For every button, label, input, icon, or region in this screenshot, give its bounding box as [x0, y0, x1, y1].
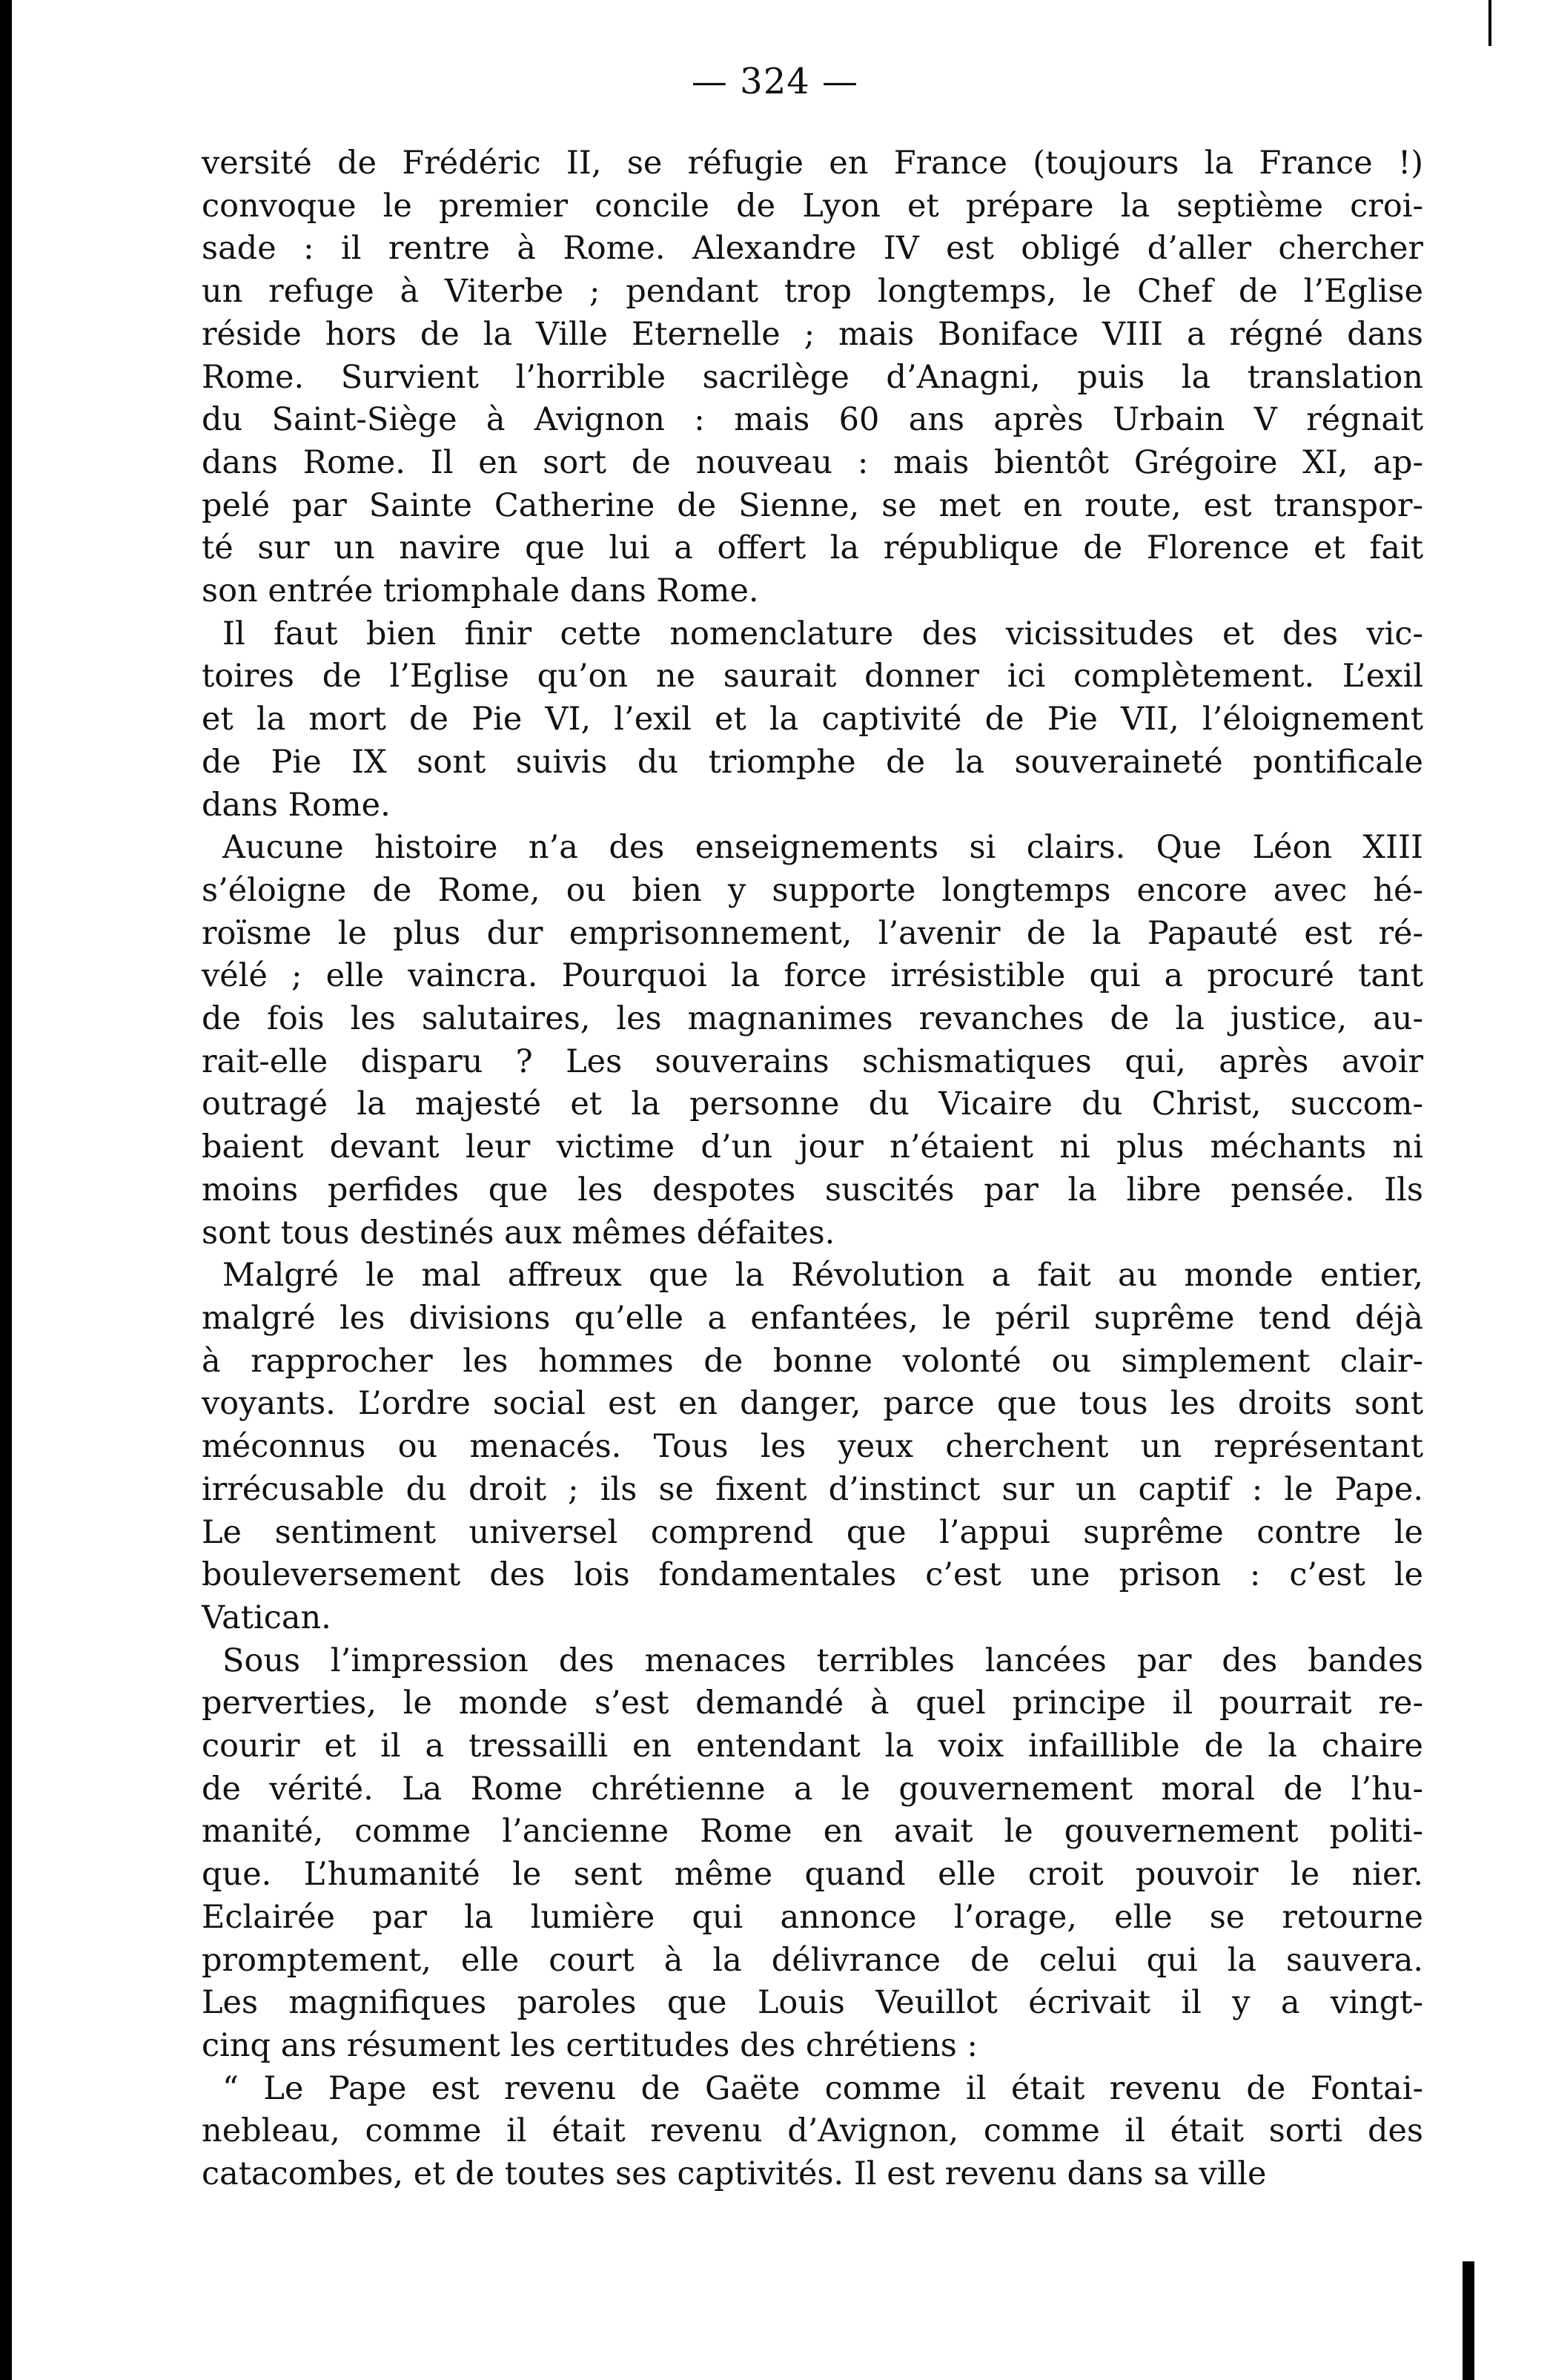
paragraph: [202, 2068, 1423, 2196]
text-line: pelé par Sainte Catherine de Sienne, se met en route, est transpor-: [202, 486, 1423, 524]
text-line: de Pie IX sont suivis du triomphe de la souveraineté pontificale: [202, 743, 1423, 781]
text-line: Rome. Survient l’horrible sacrilège d’Anagni, puis la translation: [202, 358, 1423, 396]
text-line: roïsme le plus dur emprisonnement, l’avenir de la Papauté est ré-: [202, 914, 1423, 952]
paragraph: [202, 613, 1423, 827]
text-line: que. L’humanité le sent même quand elle croit pouvoir le nier.: [202, 1856, 1423, 1894]
text-line: catacombes, et de toutes ses captivités. Il est revenu dans sa ville: [202, 2155, 1267, 2193]
text-line: té sur un navire que lui a offert la république de Florence et fait: [202, 529, 1423, 567]
text-line: courir et il a tressailli en entendant la voix infaillible de la chaire: [202, 1728, 1423, 1765]
text-line: de vérité. La Rome chrétienne a le gouvernement moral de l’hu-: [202, 1770, 1423, 1808]
paragraph: [202, 142, 1423, 613]
text-line: versité de Frédéric II, se réfugie en France (toujours la France !): [202, 145, 1423, 182]
text-line: rait-elle disparu ? Les souverains schismatiques qui, après avoir: [202, 1042, 1423, 1080]
page-number: — 324 —: [691, 61, 859, 102]
text-line: Il faut bien finir cette nomenclature des vicissitudes et des vic-: [222, 615, 1423, 652]
text-line: dans Rome. Il en sort de nouveau : mais bientôt Grégoire XI, ap-: [202, 443, 1423, 481]
scan-speck: [1488, 0, 1491, 46]
page-body: [202, 142, 1423, 2196]
text-line: “ Le Pape est revenu de Gaëte comme il était revenu de Fontai-: [222, 2069, 1423, 2107]
paragraph: [202, 1255, 1423, 1639]
text-line: Eclairée par la lumière qui annonce l’orage, elle se retourne: [202, 1898, 1423, 1936]
text-line: son entrée triomphale dans Rome.: [202, 572, 759, 610]
text-line: méconnus ou menacés. Tous les yeux cherchent un représentant: [202, 1428, 1423, 1466]
scan-left-border: [0, 0, 12, 2380]
text-line: moins perfides que les despotes suscités par la libre pensée. Ils: [202, 1171, 1423, 1209]
text-line: cinq ans résument les certitudes des chrétiens :: [202, 2026, 978, 2064]
text-line: de fois les salutaires, les magnanimes revanches de la justice, au-: [202, 1000, 1423, 1038]
scan-speck: [1463, 2261, 1474, 2380]
text-line: Les magnifiques paroles que Louis Veuillot écrivait il y a vingt-: [202, 1984, 1423, 2022]
text-line: perverties, le monde s’est demandé à quel principe il pourrait re-: [202, 1685, 1423, 1722]
text-line: Malgré le mal affreux que la Révolution a fait au monde entier,: [222, 1257, 1423, 1295]
text-line: Aucune histoire n’a des enseignements si clairs. Que Léon XIII: [222, 829, 1423, 867]
text-line: promptement, elle court à la délivrance de celui qui la sauvera.: [202, 1941, 1423, 1979]
text-line: Le sentiment universel comprend que l’appui suprême contre le: [202, 1513, 1423, 1551]
text-line: Sous l’impression des menaces terribles lancées par des bandes: [222, 1642, 1423, 1679]
text-line: dans Rome.: [202, 786, 391, 824]
text-line: bouleversement des lois fondamentales c’est une prison : c’est le: [202, 1556, 1423, 1594]
text-line: sade : il rentre à Rome. Alexandre IV est obligé d’aller chercher: [202, 230, 1423, 268]
text-line: réside hors de la Ville Eternelle ; mais Boniface VIII a régné dans: [202, 315, 1423, 353]
text-line: manité, comme l’ancienne Rome en avait le gouvernement politi-: [202, 1813, 1423, 1851]
text-line: outragé la majesté et la personne du Vicaire du Christ, succom-: [202, 1085, 1423, 1123]
text-line: s’éloigne de Rome, ou bien y supporte longtemps encore avec hé-: [202, 871, 1423, 909]
paragraph: [202, 827, 1423, 1255]
text-line: et la mort de Pie VI, l’exil et la captivité de Pie VII, l’éloignement: [202, 701, 1423, 738]
text-line: baient devant leur victime d’un jour n’étaient ni plus méchants ni: [202, 1128, 1423, 1166]
paragraph: [202, 1640, 1423, 2068]
text-line: vélé ; elle vaincra. Pourquoi la force irrésistible qui a procuré tant: [202, 957, 1423, 995]
text-line: voyants. L’ordre social est en danger, parce que tous les droits sont: [202, 1385, 1423, 1423]
text-line: nebleau, comme il était revenu d’Avignon, comme il était sorti des: [202, 2112, 1423, 2150]
text-line: convoque le premier concile de Lyon et prépare la septième croi-: [202, 187, 1423, 225]
text-line: du Saint-Siège à Avignon : mais 60 ans après Urbain V régnait: [202, 401, 1423, 439]
text-line: toires de l’Eglise qu’on ne saurait donner ici complètement. L’exil: [202, 658, 1423, 695]
text-line: à rapprocher les hommes de bonne volonté ou simplement clair-: [202, 1342, 1423, 1380]
text-line: irrécusable du droit ; ils se fixent d’instinct sur un captif : le Pape.: [202, 1470, 1423, 1508]
text-line: sont tous destinés aux mêmes défaites.: [202, 1214, 835, 1252]
text-line: un refuge à Viterbe ; pendant trop longtemps, le Chef de l’Eglise: [202, 273, 1423, 311]
text-line: Vatican.: [202, 1599, 331, 1636]
text-line: malgré les divisions qu’elle a enfantées, le péril suprême tend déjà: [202, 1299, 1423, 1337]
